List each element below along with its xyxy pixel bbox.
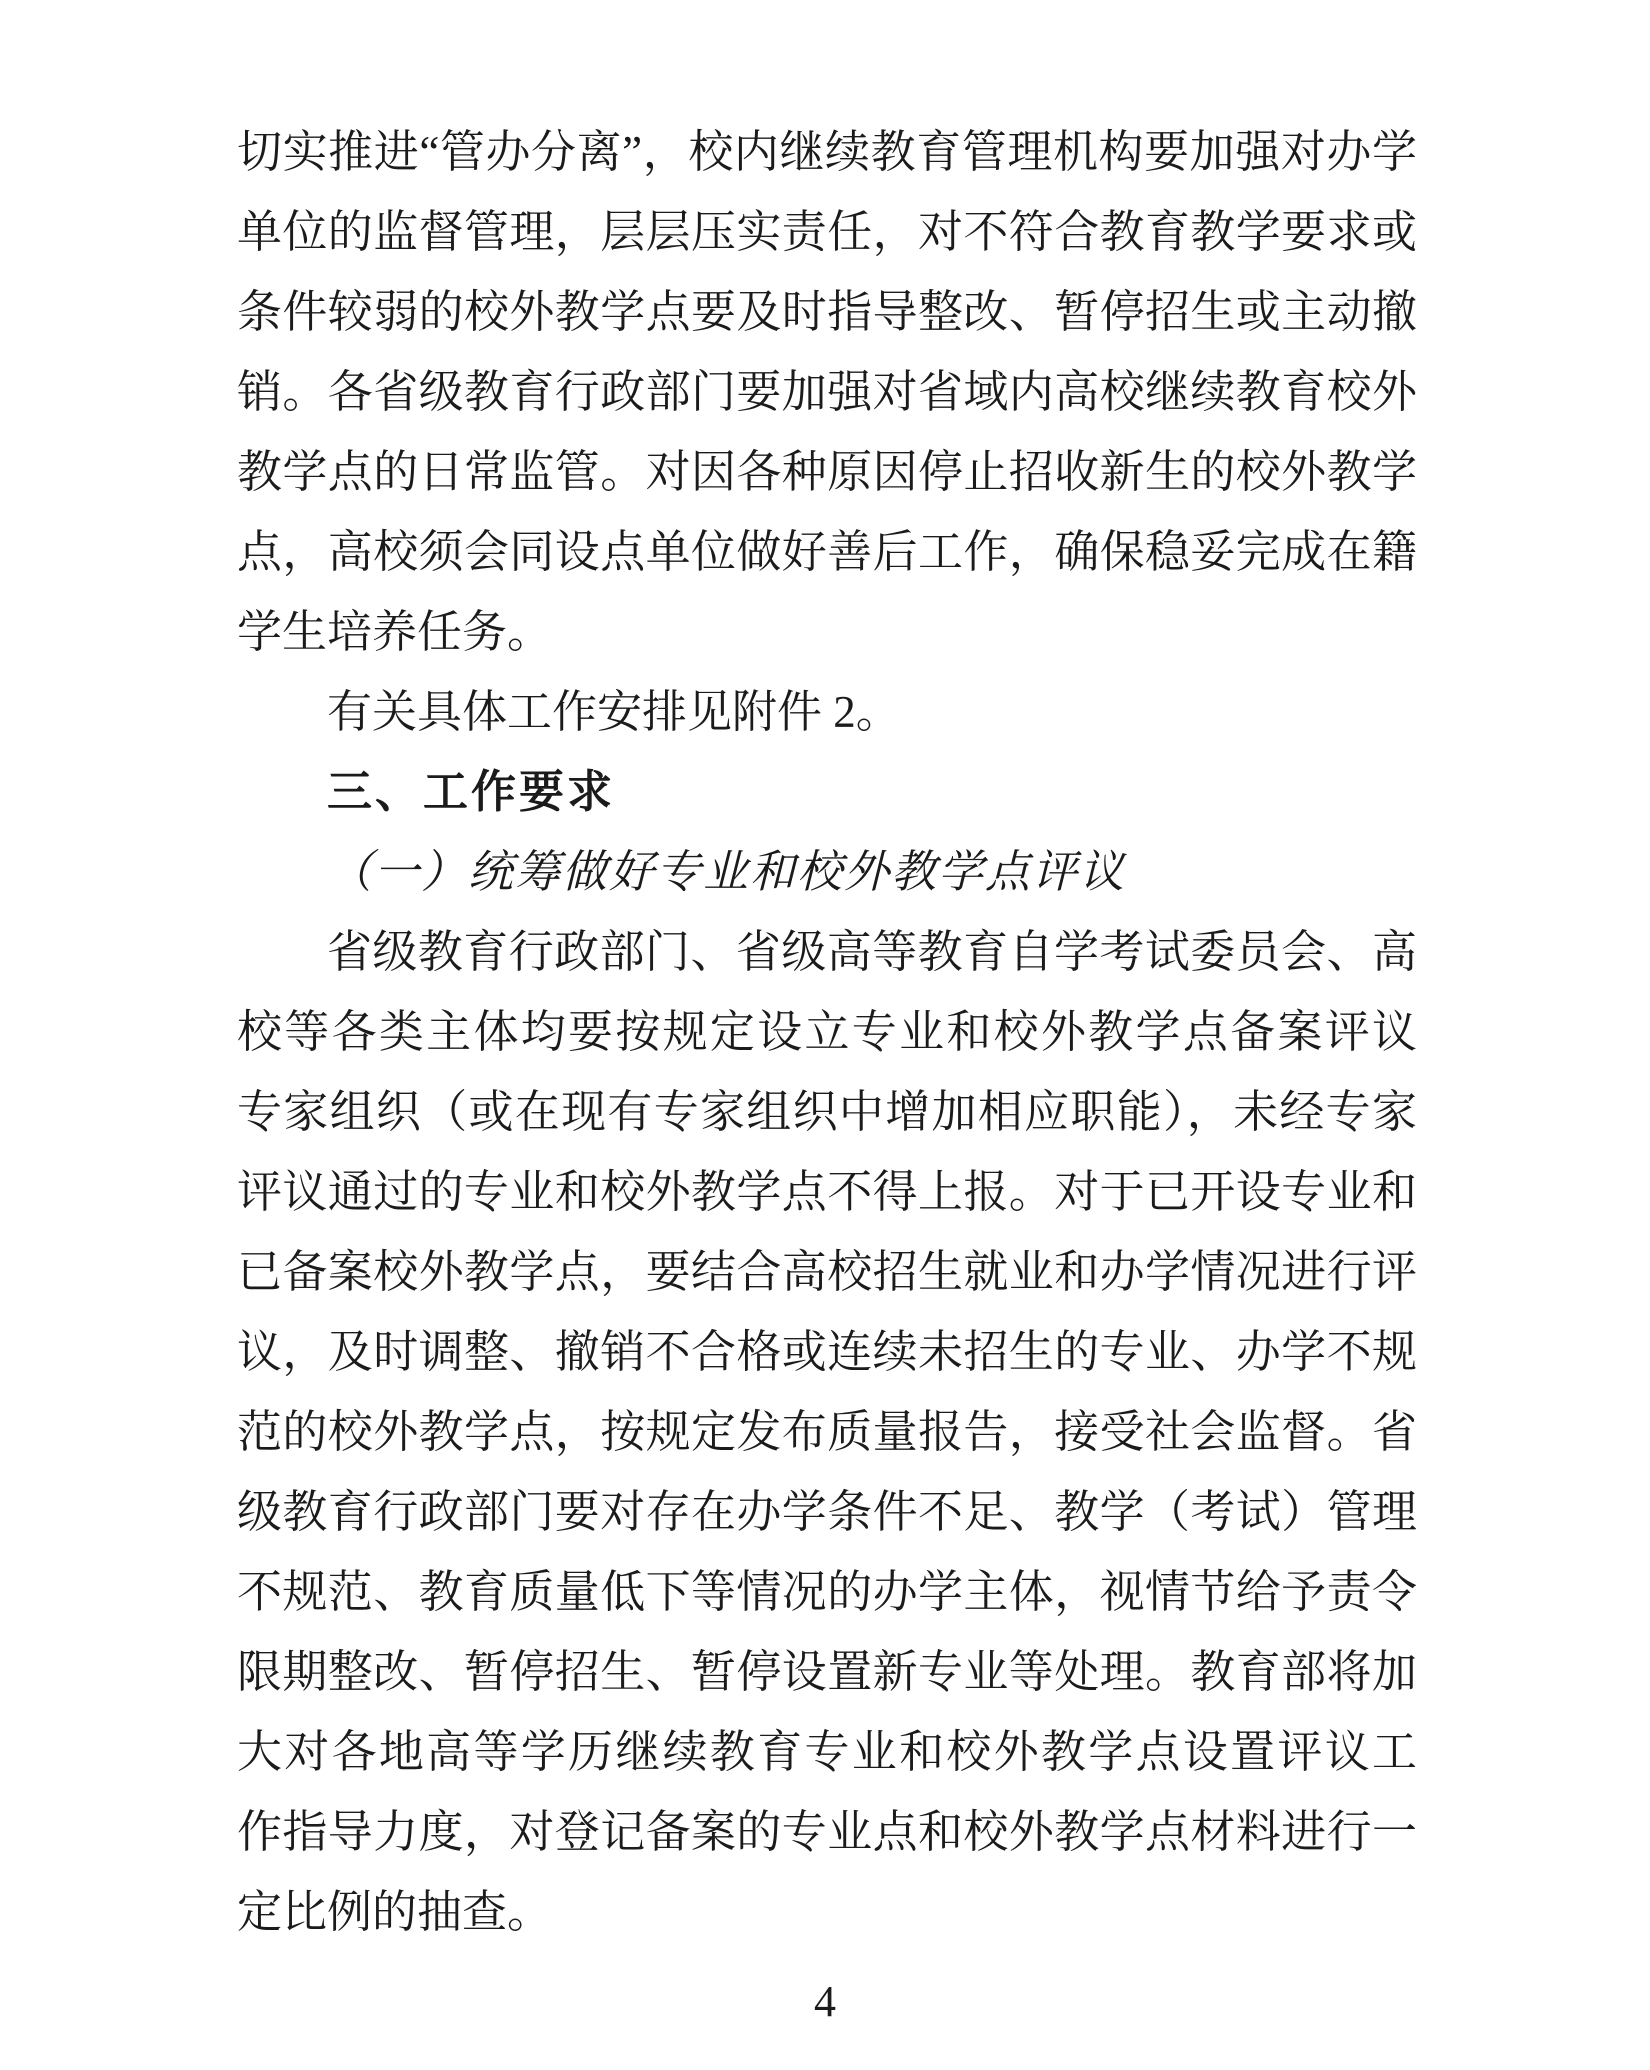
text-line: 省级教育行政部门、省级高等教育自学考试委员会、高 (327, 927, 1417, 977)
text-line: 评议通过的专业和校外教学点不得上报。对于已开设专业和 (237, 1167, 1417, 1217)
text-line: 切实推进“管办分离”，校内继续教育管理机构要加强对办学 (237, 127, 1417, 177)
sub-heading: （一）统筹做好专业和校外教学点评议 (327, 847, 1127, 897)
text-line: 教学点的日常监管。对因各种原因停止招收新生的校外教学 (237, 447, 1417, 497)
text-line: 限期整改、暂停招生、暂停设置新专业等处理。教育部将加 (237, 1647, 1417, 1697)
section-heading: 三、工作要求 (327, 766, 616, 817)
text-line: 学生培养任务。 (237, 607, 553, 657)
text-line: 范的校外教学点，按规定发布质量报告，接受社会监督。省 (237, 1407, 1417, 1457)
text-line: 定比例的抽查。 (237, 1887, 553, 1937)
text-line: 不规范、教育质量低下等情况的办学主体，视情节给予责令 (237, 1567, 1417, 1617)
page-number: 4 (814, 1977, 836, 2026)
text-line: 已备案校外教学点，要结合高校招生就业和办学情况进行评 (237, 1247, 1417, 1297)
text-line: 有关具体工作安排见附件 2。 (327, 687, 901, 737)
text-line: 大对各地高等学历继续教育专业和校外教学点设置评议工 (237, 1727, 1417, 1777)
text-line: 作指导力度，对登记备案的专业点和校外教学点材料进行一 (237, 1807, 1417, 1857)
text-line: 点，高校须会同设点单位做好善后工作，确保稳妥完成在籍 (237, 527, 1417, 577)
text-line: 专家组织（或在现有专家组织中增加相应职能），未经专家 (237, 1087, 1417, 1137)
text-line: 单位的监督管理，层层压实责任，对不符合教育教学要求或 (237, 207, 1417, 257)
text-line: 销。各省级教育行政部门要加强对省域内高校继续教育校外 (237, 367, 1417, 417)
text-line: 议，及时调整、撤销不合格或连续未招生的专业、办学不规 (237, 1327, 1417, 1377)
document-text-block (237, 112, 1417, 1952)
text-line: 条件较弱的校外教学点要及时指导整改、暂停招生或主动撤 (237, 287, 1417, 337)
text-line: 级教育行政部门要对存在办学条件不足、教学（考试）管理 (237, 1487, 1417, 1537)
text-line: 校等各类主体均要按规定设立专业和校外教学点备案评议 (237, 1007, 1417, 1057)
